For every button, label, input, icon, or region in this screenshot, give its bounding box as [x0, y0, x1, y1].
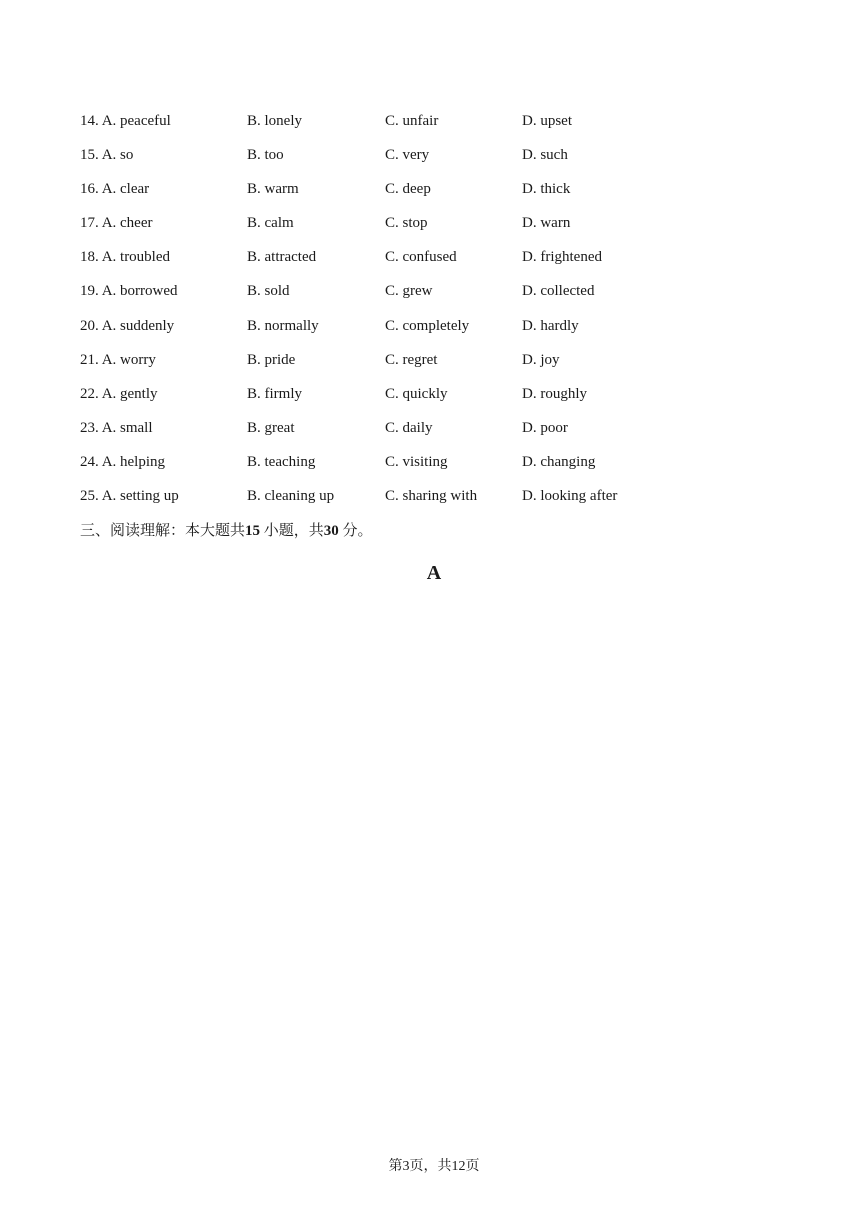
option-a	[80, 281, 178, 301]
question-number: 20.	[80, 317, 99, 334]
option-b: B. calm	[247, 215, 294, 232]
option-a	[80, 384, 158, 404]
section-middle: 小题，共	[263, 523, 324, 539]
question-number: 21.	[80, 351, 99, 368]
option-d: D. joy	[522, 351, 560, 368]
section-heading	[80, 521, 373, 541]
section-question-count: 15	[245, 523, 261, 539]
option-c: C. deep	[385, 181, 431, 198]
option-a-text: A. so	[101, 147, 134, 164]
option-b: B. attracted	[247, 249, 317, 266]
option-c: C. completely	[385, 317, 470, 334]
option-a	[80, 247, 170, 267]
question-number: 22.	[80, 385, 99, 402]
option-a	[80, 111, 171, 131]
page-footer: 第3页，共12页	[388, 1159, 480, 1174]
option-c: C. regret	[385, 351, 438, 368]
option-c: C. unfair	[385, 113, 439, 129]
option-a	[80, 179, 149, 199]
option-a-text: A. peaceful	[101, 113, 171, 129]
question-number: 25.	[80, 488, 99, 505]
option-b: B. firmly	[247, 385, 302, 402]
section-score: 30	[323, 523, 339, 539]
option-c: C. confused	[385, 249, 457, 266]
option-a	[80, 452, 165, 472]
option-b: B. teaching	[247, 453, 316, 470]
option-b: B. cleaning up	[247, 488, 335, 505]
option-a	[80, 316, 174, 336]
option-d: D. warn	[522, 215, 571, 232]
option-b: B. lonely	[247, 113, 302, 129]
option-a-text: A. suddenly	[101, 317, 175, 334]
option-c: C. sharing with	[385, 488, 478, 505]
option-d: D. thick	[522, 181, 571, 198]
option-d: D. upset	[522, 113, 572, 129]
option-b: B. too	[247, 147, 284, 164]
question-number: 17.	[80, 215, 99, 232]
passage-title: A	[426, 562, 442, 584]
option-d: D. such	[522, 147, 568, 164]
question-number: 14.	[80, 113, 99, 129]
option-d: D. looking after	[522, 488, 618, 505]
section-prefix: 三、阅读理解：本大题共	[80, 523, 246, 539]
question-number: 18.	[80, 249, 99, 266]
option-c: C. daily	[385, 419, 433, 436]
option-a-text: A. borrowed	[101, 283, 178, 300]
option-d: D. hardly	[522, 317, 579, 334]
option-c: C. visiting	[385, 453, 448, 470]
option-a-text: A. clear	[101, 181, 150, 198]
option-a	[80, 213, 153, 233]
option-b: B. great	[247, 419, 295, 436]
question-number: 15.	[80, 147, 99, 164]
option-c: C. quickly	[385, 385, 448, 402]
option-a	[80, 486, 179, 506]
option-b: B. sold	[247, 283, 290, 300]
option-c: C. stop	[385, 215, 428, 232]
question-number: 16.	[80, 181, 99, 198]
option-d: D. frightened	[522, 249, 602, 266]
question-number: 23.	[80, 419, 99, 436]
option-a-text: A. gently	[101, 385, 158, 402]
option-a-text: A. helping	[101, 453, 166, 470]
section-suffix: 分。	[342, 523, 373, 539]
option-a-text: A. worry	[101, 351, 156, 368]
option-a-text: A. cheer	[101, 215, 153, 232]
option-a-text: A. setting up	[101, 488, 179, 505]
option-d: D. collected	[522, 283, 595, 300]
option-a	[80, 350, 156, 370]
option-b: B. pride	[247, 351, 296, 368]
question-number: 19.	[80, 283, 99, 300]
option-b: B. normally	[247, 317, 319, 334]
option-d: D. roughly	[522, 385, 587, 402]
option-d: D. changing	[522, 453, 596, 470]
option-a-text: A. small	[101, 419, 153, 436]
option-a	[80, 145, 133, 165]
question-number: 24.	[80, 453, 99, 470]
option-c: C. very	[385, 147, 430, 164]
option-b: B. warm	[247, 181, 299, 198]
option-d: D. poor	[522, 419, 568, 436]
option-c: C. grew	[385, 283, 433, 300]
option-a	[80, 418, 153, 438]
option-a-text: A. troubled	[101, 249, 171, 266]
